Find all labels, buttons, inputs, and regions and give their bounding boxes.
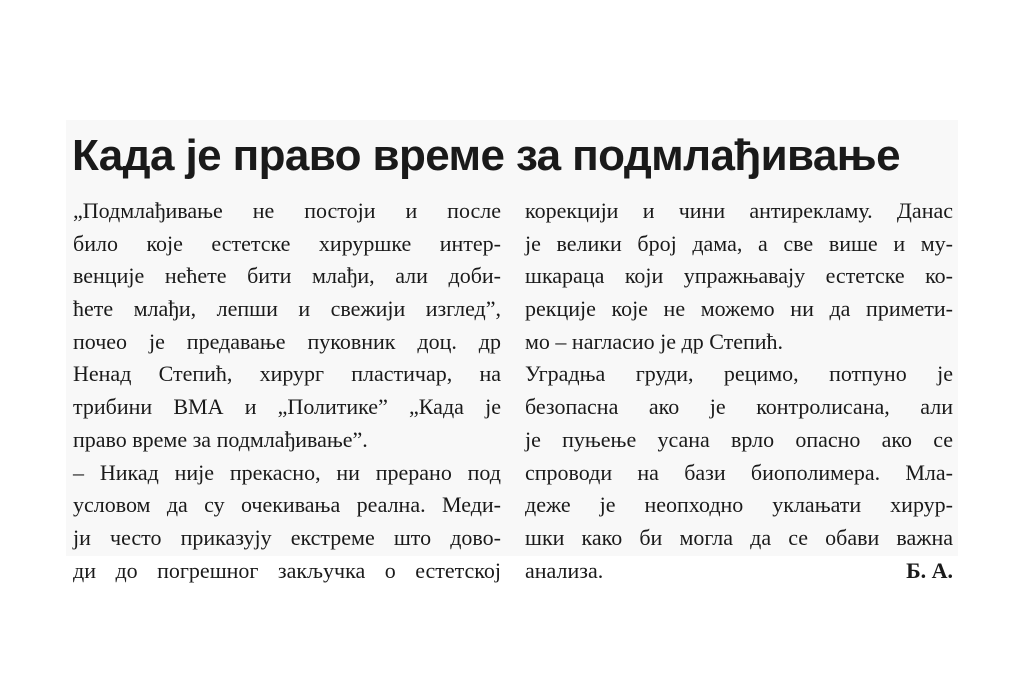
body-line: трибини ВМА и „Политике” „Када је — [73, 394, 501, 420]
body-line: ди до погрешног закључка о естетској — [73, 557, 501, 583]
body-line: почео је предавање пуковник доц. др — [73, 328, 501, 354]
left-column — [73, 195, 501, 587]
body-line: било које естетске хируршке интер- — [73, 230, 501, 256]
body-line: ји често приказују екстреме што дово- — [73, 524, 501, 550]
body-line: деже је неопходно уклањати хирур- — [525, 492, 953, 518]
body-line: ћете млађи, лепши и свежији изглед”, — [73, 296, 501, 322]
body-line: Уградња груди, рецимо, потпуно је — [525, 361, 953, 387]
body-line: мо – нагласио је др Степић. — [525, 328, 784, 354]
body-line: – Никад није прекасно, ни прерано под — [73, 459, 501, 485]
body-line: спроводи на бази биополимера. Мла- — [525, 459, 953, 485]
author-signature: Б. А. — [906, 557, 953, 583]
body-line: корекцији и чини антирекламу. Данас — [525, 198, 953, 223]
body-line: је пуњење усана врло опасно ако се — [525, 426, 953, 452]
body-line: шкараца који упражњавају естетске ко- — [525, 263, 953, 289]
body-line: право време за подмлађивање”. — [73, 426, 368, 452]
body-line: Ненад Степић, хирург пластичар, на — [73, 361, 501, 387]
body-line: венције нећете бити млађи, али доби- — [73, 263, 501, 289]
headline: Када је право време за подмлађивање — [72, 131, 900, 180]
body-line: је велики број дама, а све више и му- — [525, 230, 953, 256]
body-line: рекције које не можемо ни да примети- — [525, 296, 953, 322]
body-line: условом да су очекивања реална. Меди- — [73, 492, 501, 518]
closing-line — [525, 555, 953, 588]
final-body-text: анализа. — [525, 557, 604, 583]
right-column — [525, 195, 953, 587]
body-line: безопасна ако је контролисана, али — [525, 394, 953, 420]
body-line: „Подмлађивање не постоји и после — [73, 198, 501, 223]
body-line: шки како би могла да се обави важна — [525, 524, 953, 550]
